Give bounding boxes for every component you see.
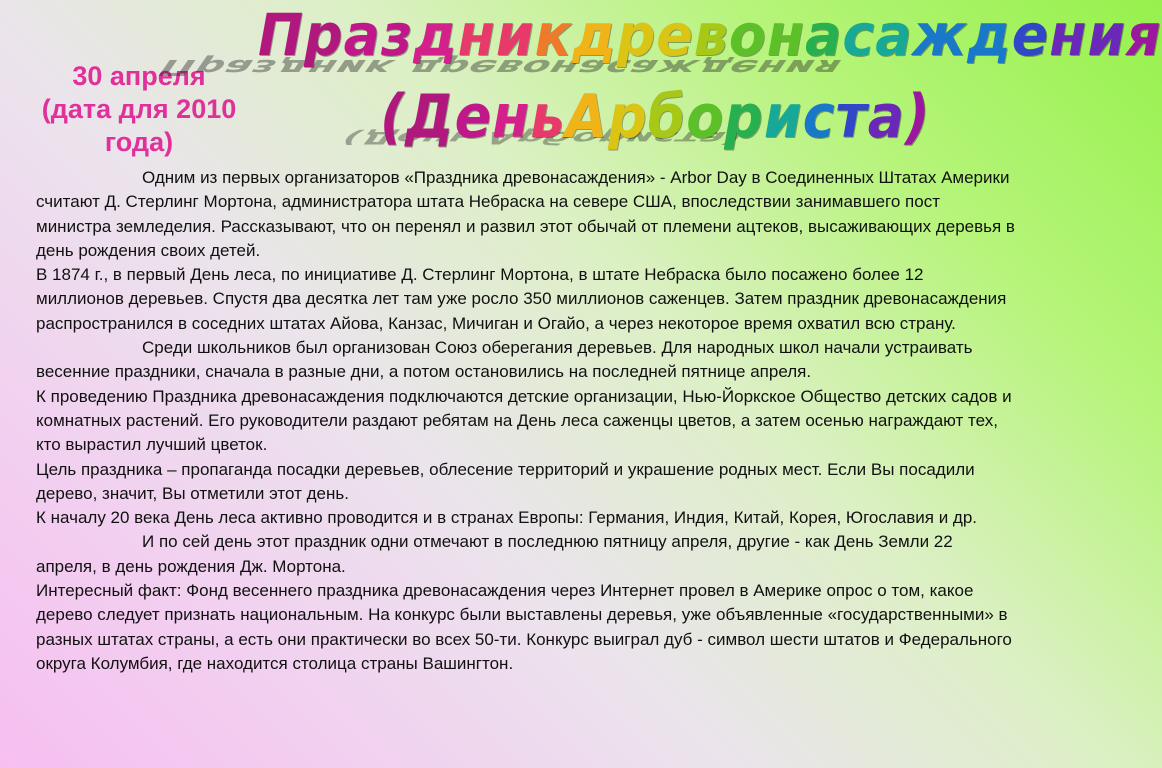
title-line-2 [380, 82, 931, 152]
title-letter: ь [530, 82, 566, 152]
title-shadow-line-1: Праздник древонасаждения [148, 54, 854, 80]
title-letter: ( [380, 82, 406, 152]
title-letter: н [1049, 1, 1088, 69]
title-letter: е [1011, 1, 1050, 69]
paragraph: К началу 20 века День леса активно проводится и в странах Европы: Германия, Индия, Китай, Корея, Югославия и др. [36, 508, 978, 528]
title-letter: д [413, 1, 458, 69]
date-note-line-2: (дата для 2010 [41, 94, 237, 124]
title-letter: в [693, 1, 729, 69]
title-letter: р [616, 1, 657, 69]
title-letter: и [495, 1, 535, 69]
title-letter: и [763, 82, 803, 152]
paragraph: К проведению Праздника древонасаждения подключаются детские организации, Нью-Йоркское Общество детских садов и комнатных растений. Его руководители раздают ребятам на День леса саженцы цветов, а затем осенью награждают тех, кто вырастил лучший цветок. [36, 386, 1012, 455]
title-letter: Д [405, 82, 455, 152]
title-letter: е [454, 82, 493, 152]
title-letter: е [656, 1, 694, 69]
paragraph: Интересный факт: Фонд весеннего праздника древонасаждения через Интернет провел в Америке опрос о том, какое дерево следует признать национальным. На конкурс были выставлены деревья, уже объявленные «государственными» в разных штатах страны, а есть они практически во всех 50-ти. Конкурс выиграл дуб - символ шести штатов и Федерального округа Колумбия, где находится столица страны Вашингтон. [36, 581, 1012, 673]
title-letter: р [608, 82, 648, 152]
title-letter: о [728, 1, 767, 69]
slide-title [0, 0, 1162, 180]
title-letter: а [867, 82, 906, 152]
title-letter: р [304, 1, 344, 69]
title-letter: ж [912, 1, 968, 69]
title-letter: с [802, 82, 836, 152]
paragraph: Цель праздника – пропаганда посадки деревьев, облесение территорий и украшение родных мест. Если Вы посадили дерево, значит, Вы отметили этот день. [36, 459, 975, 503]
title-letter: о [686, 82, 725, 152]
title-letter: я [1126, 1, 1162, 69]
title-letter: з [380, 1, 414, 69]
body-text [36, 166, 1016, 676]
title-letter: а [343, 1, 381, 69]
title-line-1 [258, 0, 1162, 70]
title-letter: А [565, 82, 609, 152]
date-note-line-3: года) [104, 127, 174, 157]
title-letter: д [572, 1, 617, 69]
title-letter: к [534, 1, 573, 69]
title-letter: н [492, 82, 531, 152]
paragraph: И по сей день этот праздник одни отмечают в последнюю пятницу апреля, другие - как День Земли 22 апреля, в день рождения Дж. Мортона. [36, 532, 953, 576]
title-shadow-line-2: (День Арбориста) [330, 128, 756, 148]
title-letter: и [1087, 1, 1127, 69]
date-note-line-1: 30 апреля [72, 61, 206, 91]
title-letter: р [724, 82, 764, 152]
title-letter: П [258, 1, 305, 69]
title-letter: н [766, 1, 806, 69]
title-letter: н [457, 1, 496, 69]
title-letter: б [647, 82, 687, 152]
paragraph: Одним из первых организаторов «Праздника древонасаждения» - Arbor Day в Соединенных Штатах Америки считают Д. Стерлинг Мортона, администратора штата Небраска на севере США, впоследствии занимавшего пост министра земледелия. Рассказывают, что он перенял и развил этот обычай от племени ацтеков, высаживающих деревья в день рождения своих детей. [36, 168, 1015, 260]
title-letter: а [875, 1, 913, 69]
paragraph: В 1874 г., в первый День леса, по инициативе Д. Стерлинг Мортона, в штате Небраска было посажено более 12 миллионов деревьев. Спустя два десятка лет там уже росло 350 миллионов саженцев. Затем праздник древонасаждения распространился в соседних штатах Айова, Канзас, Мичиган и Огайо, а через некоторое время охватил всю страну. [36, 265, 1007, 333]
title-letter: т [835, 82, 868, 152]
title-letter: с [842, 1, 876, 69]
title-letter: а [805, 1, 843, 69]
title-letter: ) [905, 82, 931, 152]
title-letter: д [967, 1, 1012, 69]
paragraph: Среди школьников был организован Союз оберегания деревьев. Для народных школ начали устраивать весенние праздники, сначала в разные дни, а потом остановились на последней пятнице апреля. [36, 338, 973, 382]
